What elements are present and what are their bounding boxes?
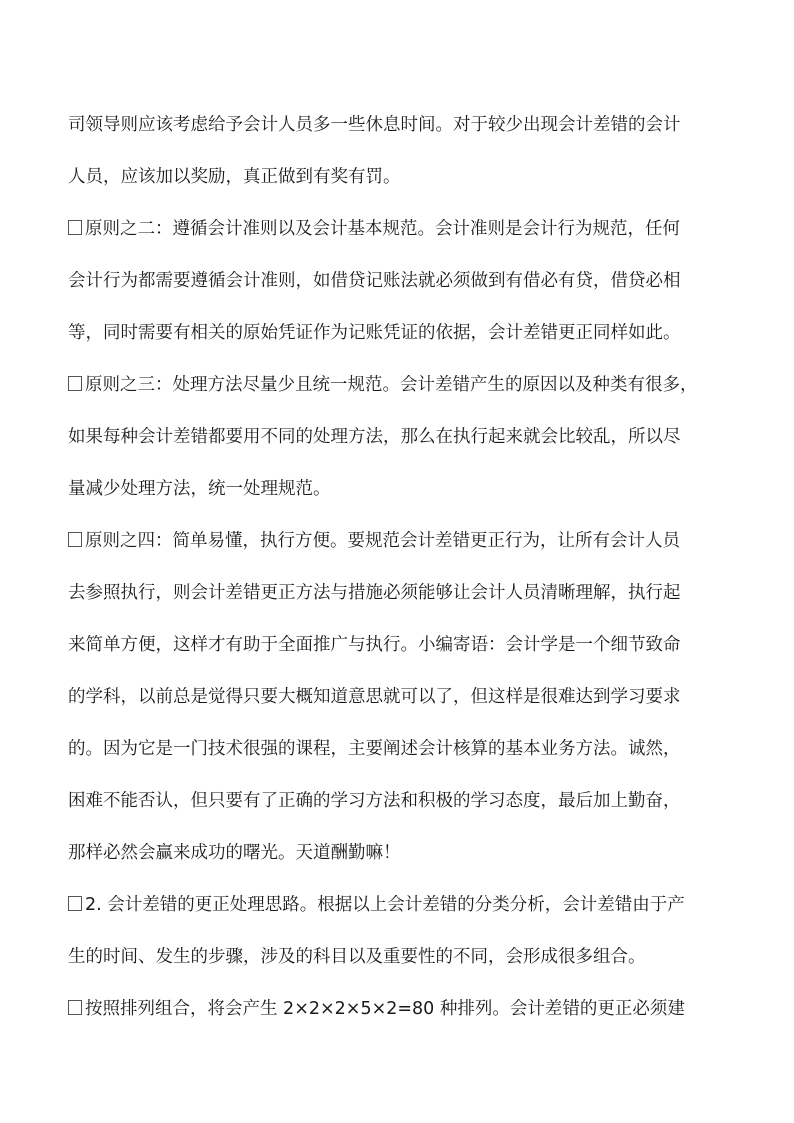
text-line bbox=[68, 677, 730, 729]
checkbox-square-icon bbox=[68, 1000, 82, 1015]
paragraph-start-line bbox=[68, 521, 730, 573]
line-text: 生的时间、发生的步骤，涉及的科目以及重要性的不同，会形成很多组合。 bbox=[68, 947, 646, 967]
text-line bbox=[68, 729, 730, 781]
paragraph-start-line bbox=[68, 365, 730, 417]
text-line bbox=[68, 313, 730, 365]
checkbox-square-icon bbox=[68, 896, 82, 911]
document-body bbox=[68, 105, 730, 1041]
line-text: 去参照执行，则会计差错更正方法与措施必须能够让会计人员清晰理解，执行起 bbox=[68, 583, 681, 603]
line-text: 等，同时需要有相关的原始凭证作为记账凭证的依据，会计差错更正同样如此。 bbox=[68, 323, 681, 343]
text-line bbox=[68, 157, 730, 209]
text-line bbox=[68, 625, 730, 677]
text-line bbox=[68, 781, 730, 833]
text-line bbox=[68, 105, 730, 157]
checkbox-square-icon bbox=[68, 376, 82, 391]
line-text: 会计行为都需要遵循会计准则，如借贷记账法就必须做到有借必有贷，借贷必相 bbox=[68, 271, 681, 291]
line-text: 原则之四：简单易懂，执行方便。要规范会计差错更正行为，让所有会计人员 bbox=[85, 531, 680, 551]
line-text: 人员，应该加以奖励，真正做到有奖有罚。 bbox=[68, 167, 401, 187]
paragraph-start-line bbox=[68, 209, 730, 261]
line-text: 那样必然会赢来成功的曙光。天道酬勤嘛！ bbox=[68, 843, 401, 863]
text-line bbox=[68, 937, 730, 989]
line-text: 司领导则应该考虑给予会计人员多一些休息时间。对于较少出现会计差错的会计 bbox=[68, 115, 681, 135]
paragraph-start-line bbox=[68, 989, 730, 1041]
line-text: 2. 会计差错的更正处理思路。根据以上会计差错的分类分析，会计差错由于产 bbox=[85, 895, 685, 915]
line-text: 如果每种会计差错都要用不同的处理方法，那么在执行起来就会比较乱，所以尽 bbox=[68, 427, 681, 447]
text-line bbox=[68, 833, 730, 885]
line-text: 困难不能否认，但只要有了正确的学习方法和积极的学习态度，最后加上勤奋， bbox=[68, 791, 681, 811]
text-line bbox=[68, 469, 730, 521]
text-line bbox=[68, 573, 730, 625]
line-text: 的。因为它是一门技术很强的课程，主要阐述会计核算的基本业务方法。诚然， bbox=[68, 739, 681, 759]
text-line bbox=[68, 261, 730, 313]
line-text: 原则之三：处理方法尽量少且统一规范。会计差错产生的原因以及种类有很多， bbox=[85, 375, 698, 395]
text-line bbox=[68, 417, 730, 469]
line-text: 来简单方便，这样才有助于全面推广与执行。小编寄语：会计学是一个细节致命 bbox=[68, 635, 681, 655]
line-text: 量减少处理方法，统一处理规范。 bbox=[68, 479, 331, 499]
line-text: 的学科，以前总是觉得只要大概知道意思就可以了，但这样是很难达到学习要求 bbox=[68, 687, 681, 707]
line-text: 原则之二：遵循会计准则以及会计基本规范。会计准则是会计行为规范，任何 bbox=[85, 219, 680, 239]
checkbox-square-icon bbox=[68, 220, 82, 235]
checkbox-square-icon bbox=[68, 532, 82, 547]
paragraph-start-line bbox=[68, 885, 730, 937]
line-text: 按照排列组合，将会产生 2×2×2×5×2=80 种排列。会计差错的更正必须建 bbox=[85, 999, 685, 1019]
